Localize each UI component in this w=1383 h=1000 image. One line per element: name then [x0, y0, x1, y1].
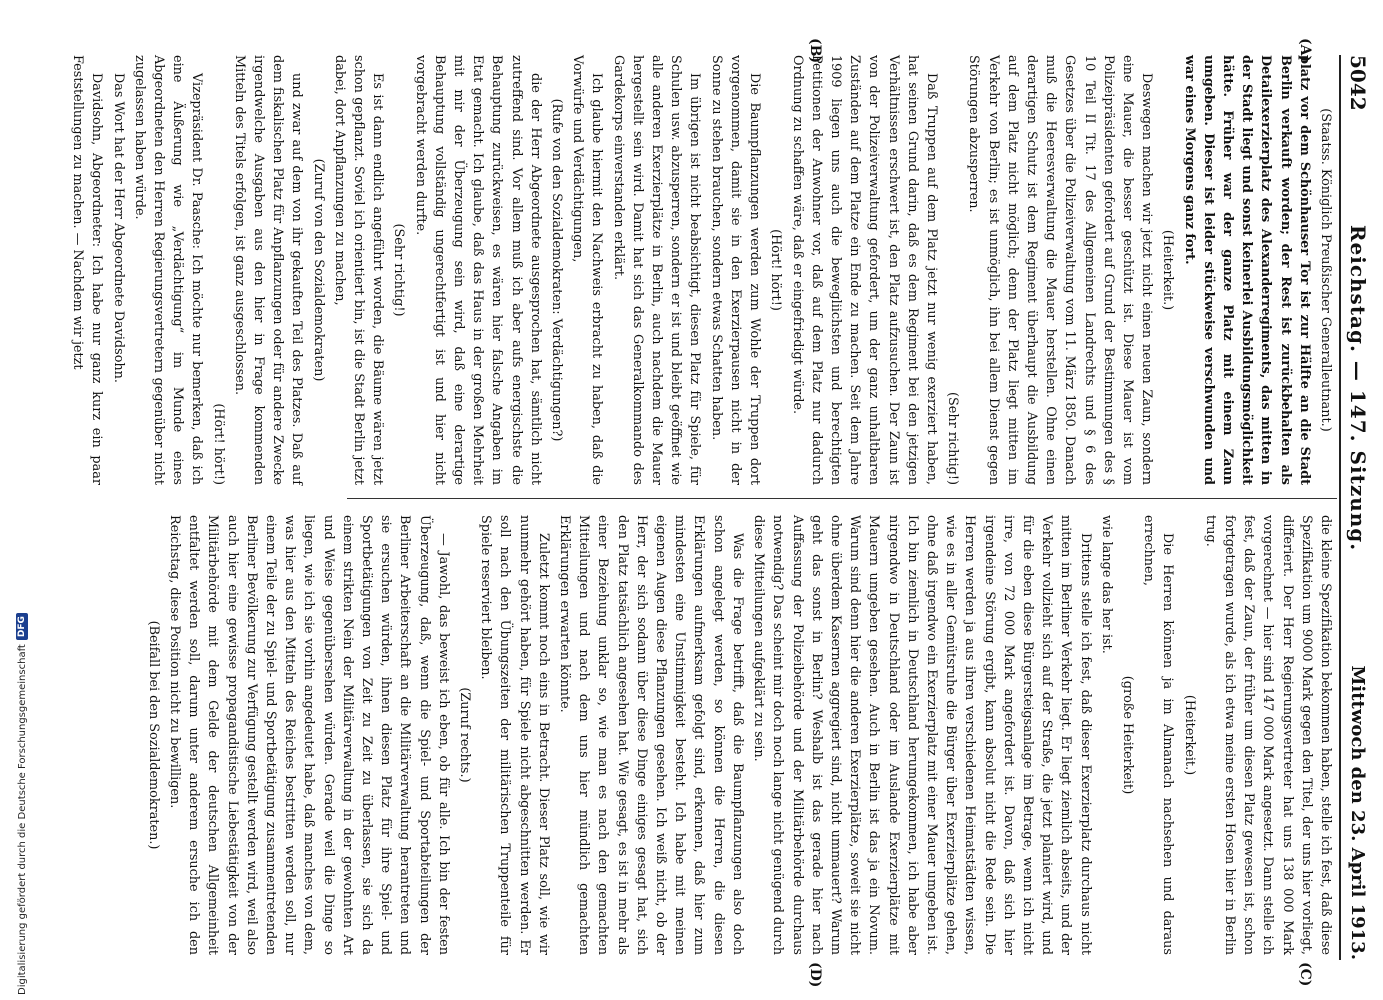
- interjection: (Hört! hört!): [210, 403, 226, 485]
- paragraph: Was die Frage betrifft, daß die Baumpflanzungen also doch schon angelegt werden, so können die Herren, die diesen Erklärungen aufmerksam gefolgt sind, erkennen, daß hier zum mindesten eine Unstimmigkeit besteht. Ich habe mit meinen eigenen Augen diese Pflanzungen gesehen. Ich weiß nicht, ob der Herr, der sich sodann über diese Dinge einiges gesagt hat, sich den Platz tatsächlich angesehen hat. Wie gesagt, es ist in mehr als einer Beziehung unklar so, wie man es nach den gemachten Mitteilungen und nach dem uns hier mündlich gemachten Erklärungen erwarten könnte.: [557, 515, 745, 955]
- margin-mark-c: (C): [1297, 962, 1313, 987]
- page-number: 5042: [1346, 55, 1370, 111]
- running-title: Reichstag. — 147. Sitzung.: [1346, 224, 1370, 552]
- paragraph: Davidsohn, Abgeordneter: Ich habe nur ganz kurz ein paar Feststellungen zu machen. — Nachdem wir jetzt: [70, 55, 105, 485]
- paragraph: Ich glaube hiermit den Nachweis erbracht zu haben, daß die Vorwürfe und Verdächtigungen,: [570, 55, 605, 485]
- interjection: (Beifall bei den Sozialdemokraten.): [145, 620, 161, 850]
- paragraph: die der Herr Abgeordnete ausgesprochen hat, sämtlich nicht zutreffend sind. Vor allem muß ich aber aufs energischste die Behauptung zurückweisen, es wären hier falsche Angaben im Etat gemacht. Ich glaube, daß das Haus in der großen Mehrheit mit mir der Überzeugung sein wird, daß eine derartige Behauptung vollständig ungerechtfertigt ist und hier nicht vorgebracht werden durfte.: [412, 55, 543, 485]
- paragraph: Drittens stelle ich fest, daß dieser Exerzierplatz durchaus nicht mitten im Berliner Verkehr liegt. Er liegt ziemlich abseits, und der Verkehr vollzieht sich auf der Straße, die jetzt planiert wird, und für die eben diese Bürgersteigsanlage im Betrage, wenn ich nicht irre, von 72 000 Mark angefordert ist. Davon, daß sich hier irgendeine Störung ergibt, kann absolut nicht die Rede sein. Die Herren werden ja aus ihren verschiedenen Heimatstädten wissen, wie es in aller Gemütsruhe die Bürger über Exerzierplätze gehen, ohne daß irgendwo ein Exerzierplatz mit einer Mauer umgeben ist. Ich bin ziemlich in Deutschland herumgekommen, ich habe aber nirgendwo in Deutschland oder im Auslande Exerzierplätze mit Mauern umgeben gesehen. Auch in Berlin ist das ja ein Novum. Warum sind denn hier die anderen Exerzierplätze, soweit sie nicht ohne überdem Kasernen aggregiert sind, nicht ummauert? Warum geht das sonst in Berlin? Weshalb ist das gerade hier nach Auffassung der Polizeibehörde und der Militärbehörde durchaus notwendig? Das scheint mir doch noch lange nicht genügend durch diese Mitteilungen aufgeklärt zu sein.: [751, 515, 1093, 955]
- margin-mark-d: (D): [807, 962, 823, 988]
- margin-mark-b: (B): [807, 38, 823, 64]
- interjection: (Zuruf rechts.): [457, 687, 473, 783]
- paragraph: Die Herren können ja im Almanach nachsehen und daraus errechnen,: [1141, 515, 1176, 955]
- paragraph: — Jawohl, das beweist ich eben, ob für alle. Ich bin der festen Überzeugung, daß, wenn die Spiel- und Sportabteilungen der Berliner Arbeiterschaft an die Militärverwaltung herantreten und sie ersuchen würden, ihnen diesen Platz für ihre Spiel- und Sportbetätigungen von Zeit zu Zeit zu überlassen, sie sich da einem strikten Nein der Militärverwaltung in der gewohnten Art und Weise gegenübersehen würden. Gerade weil die Dinge so liegen, wie ich sie vorhin angedeutet habe, daß manches von dem, was hier aus den Mitteln des Reiches bestritten werden soll, nur einem Teile der zu Spiel- und Sportbetätigung zusammentretenden Berliner Bevölkerung zur Verfügung gestellt werden wird, weil also auch hier eine gewisse propagandistische Liebestätigkeit von der Militärbehörde mit dem Gelde der deutschen Allgemeinheit entfaltet werden soll, darum unter anderem ersuche ich den Reichstag, diese Position nicht zu bewilligen.: [167, 515, 451, 955]
- paragraph: Vizepräsident Dr. Paasche: Ich möchte nur bemerken, daß ich eine Äußerung wie „Verdächtigung“ im Munde eines Abgeordneten den Herren Regierungsvertretern gegenüber nicht zugelassen haben würde.: [131, 55, 205, 485]
- paragraph: Deswegen machen wir jetzt nicht einen neuen Zaun, sondern eine Mauer, die besser geschützt ist. Diese Mauer ist vom Polizeipräsidenten gefordert auf Grund der Bestimmungen des § 10 Teil II Tit. 17 des Allgemeinen Landrechts und § 6 des Gesetzes über die Polizeiverwaltung vom 11. März 1850. Danach muß die Heeresverwaltung die Mauer herstellen. Ohne einen derartigen Schutz ist dem Regiment überhaupt die Ausbildung auf dem Platz nicht möglich; denn der Platz liegt mitten im Verkehr von Berlin; es ist unmöglich, ihn bei allem Dienst gegen Störungen abzusperren.: [966, 55, 1155, 485]
- left-column: [66, 55, 1335, 485]
- paragraph: platz vor dem Schönhauser Tor ist zur Hälfte an die Stadt Berlin verkauft worden; der Rest ist zurückbehalten als Detailexerzierplatz des Alexanderregiments, das mitten in der Stadt liegt und sonst keinerlei Ausbildungsmöglichkeit hätte. Früher war der ganze Platz mit einem Zaun umgeben. Dieser ist leider stückweise verschwunden und war eines Morgens ganz fort.: [1181, 55, 1312, 485]
- interjection: (große Heiterkeit): [1119, 675, 1135, 795]
- interjection: (Sehr richtig!): [945, 392, 961, 485]
- interjection: (Hört! hört!): [768, 229, 784, 311]
- column-divider: [347, 498, 1337, 499]
- speaker-attribution: (Staatss. Königlich Preußischer Generalleutnant.): [1318, 108, 1333, 432]
- interjection: (Sehr richtig!): [391, 223, 407, 317]
- paragraph: Daß Truppen auf dem Platz jetzt nur wenig exerziert haben, hat seinen Grund darin, daß es dem Regiment bei den jetzigen Verhältnissen erschwert ist, den Platz aufzusuchen. Der Zaun ist von der Polizeiverwaltung gefordert, um der ganz unhaltbaren Zuständen auf dem Platze ein Ende zu machen. Seit dem Jahre 1909 liegen uns auch die bewegliichsten und berechtigten Petitionen der Anwohner vor, daß auf dem Platz nur dadurch Ordnung zu schaffen wäre, daß er eingefriedigt würde.: [789, 55, 939, 485]
- paragraph: Im übrigen ist nicht beabsichtigt, diesen Platz für Spiele, für Schulen usw. abzusperren, sondern er ist und bleibt geöffnet wie alle anderen Exerzierplätze in Berlin, auch nachdem die Mauer hergestellt sein wird. Damit hat sich das Generalkommando des Gardekorps einverstanden erklärt.: [610, 55, 703, 485]
- page-header: [1339, 55, 1375, 960]
- interjection: (Heiterkeit.): [1181, 694, 1197, 776]
- paragraph: und zwar auf dem von ihr gekauften Teil des Platzes. Daß auf dem fiskalischen Platz für Anpflanzungen oder für andere Zwecke irgendwelche Ausgaben aus den hier in Frage kommenden Mitteln des Titels erfolgen, ist ganz ausgeschlossen.: [231, 55, 305, 485]
- paragraph: die kleine Spezifikation bekommen haben, stelle ich fest, daß diese Spezifikation um 9000 Mark gegen den Titel, der uns hier vorliegt, differiert. Der Herr Regierungsvertreter hat uns 138 000 Mark vorgerechnet — hier sind 147 000 Mark angesetzt. Dann stelle ich fest, daß der Zaun, der früher um diesen Platz gewesen ist, schon fortgetragen wurde, als ich etwa meine ersten Hosen hier in Berlin trug.: [1202, 515, 1333, 955]
- interjection: (Zuruf von den Sozialdemokraten): [310, 158, 326, 382]
- right-column: [142, 515, 1335, 955]
- paragraph: Das Wort hat der Herr Abgeordnete Davidsohn.: [110, 73, 126, 383]
- interjection: (Heiterkeit.): [1160, 229, 1176, 311]
- interjection: (Rufe von den Sozialdemokraten: Verdächtigungen?): [549, 98, 565, 442]
- margin-mark-a: (A): [1297, 38, 1313, 63]
- digitization-credit: Digitalisierung gefördert durch die Deutsche Forschungsgemeinschaft: [16, 644, 28, 995]
- session-date: Mittwoch den 23. April 1913.: [1347, 665, 1369, 960]
- paragraph: wie lange das her ist.: [1098, 515, 1114, 654]
- paragraph: Die Baumpflanzungen werden zum Wohle der Truppen dort vorgenommen, damit sie in den Exerzierpausen nicht in der Sonne zu stehen brauchen, sondern etwas Schatten haben.: [708, 55, 763, 485]
- dfg-logo: DFG: [16, 613, 28, 640]
- paragraph: Es ist dann endlich angeführt worden, die Bäume wären jetzt schon gepflanzt. Soviel ich orientiert bin, ist die Stadt Berlin jetzt dabei, dort Anpflanzungen zu machen,: [331, 55, 386, 485]
- paragraph: Zuletzt kommt noch eins in Betracht. Dieser Platz soll, wie wir nunmehr gehört haben, für Spiele nicht abgeschnitten werden. Er soll nach den Übungszeiten der militärischen Truppenteile für Spiele reserviert bleiben.: [478, 515, 551, 955]
